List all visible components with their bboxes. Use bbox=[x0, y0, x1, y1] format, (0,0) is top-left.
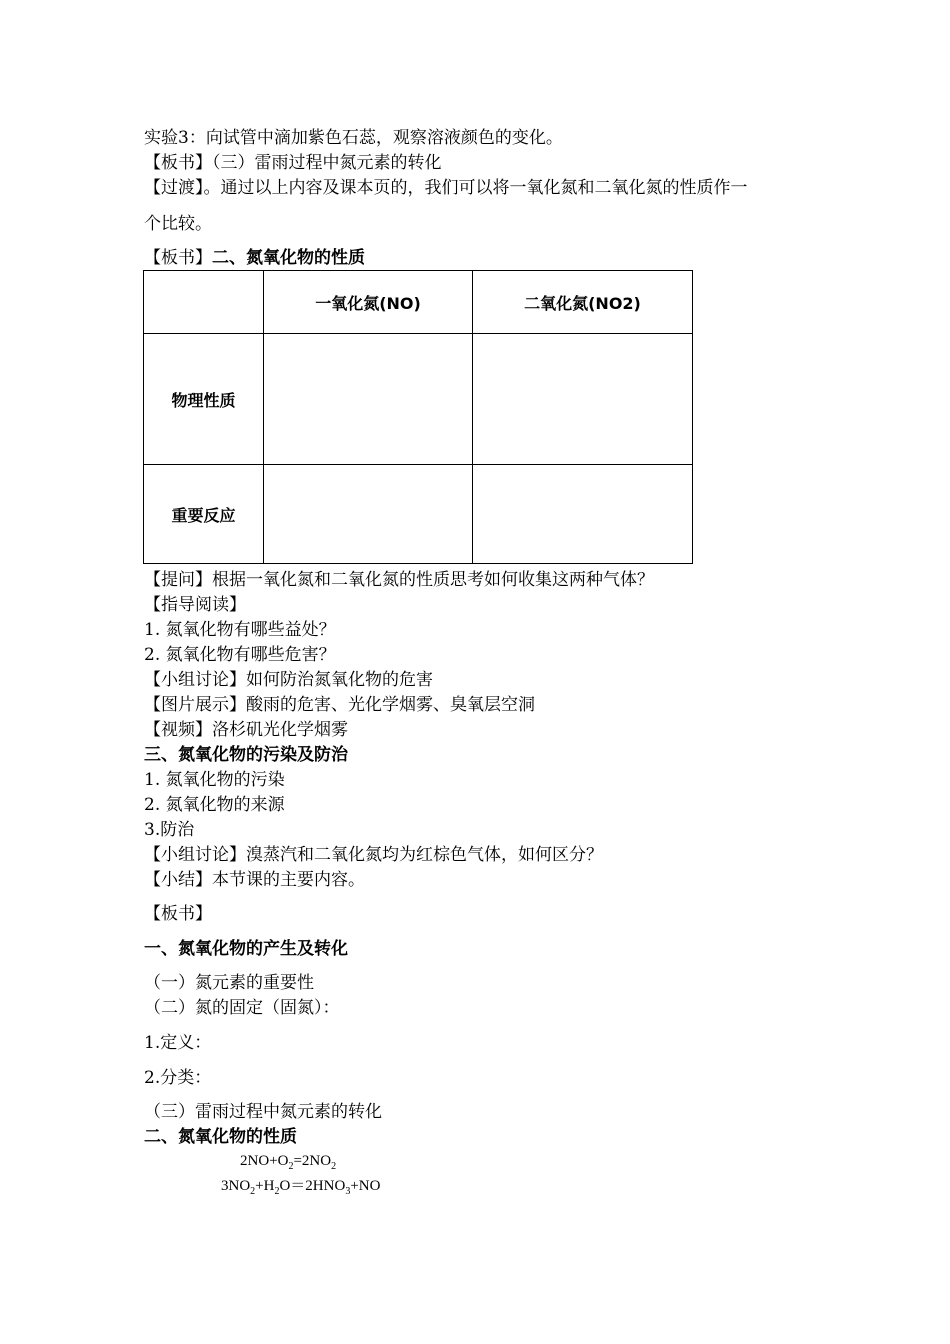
text-line: 2. 氮氧化物有哪些危害？ bbox=[144, 645, 336, 665]
table-corner-cell bbox=[144, 271, 264, 334]
text-line: 【指导阅读】 bbox=[144, 595, 246, 615]
equation-2: $3NO_2+H_2O=2HNO_3+NO$ bbox=[221, 1178, 381, 1197]
table-row-label-physical: 物理性质 bbox=[144, 334, 264, 465]
table-cell bbox=[473, 465, 693, 564]
text-line: 1. 氮氧化物的污染 bbox=[144, 770, 285, 790]
summary-item: （三）雷雨过程中氮元素的转化 bbox=[144, 1102, 382, 1122]
summary-heading: 一、氮氧化物的产生及转化 bbox=[144, 939, 348, 959]
text-line: 2. 氮氧化物的来源 bbox=[144, 795, 285, 815]
summary-item: （一）氮元素的重要性 bbox=[144, 973, 314, 993]
text-line: 个比较。 bbox=[144, 214, 212, 234]
text-line: 【过渡】。通过以上内容及课本页的，我们可以将一氧化氮和二氧化氮的性质作一 bbox=[144, 178, 748, 198]
text-line: 【小结】本节课的主要内容。 bbox=[144, 870, 365, 890]
equation-1: $2NO+O_2=2NO_2$ bbox=[240, 1153, 337, 1172]
table-header-no: 一氧化氮(NO) bbox=[264, 271, 473, 334]
table-cell bbox=[264, 334, 473, 465]
section-heading: 三、氮氧化物的污染及防治 bbox=[144, 745, 348, 765]
summary-heading: 二、氮氧化物的性质 bbox=[144, 1127, 297, 1147]
text-line: 【小组讨论】如何防治氮氧化物的危害 bbox=[144, 670, 433, 690]
board-label: 【板书】 bbox=[144, 904, 212, 924]
board-prefix: 【板书】 bbox=[144, 248, 212, 268]
text-line: 【板书】（三）雷雨过程中氮元素的转化 bbox=[144, 153, 442, 173]
text-line: 【视频】洛杉矶光化学烟雾 bbox=[144, 720, 348, 740]
properties-table bbox=[143, 270, 693, 564]
text-line: 【提问】根据一氧化氮和二氧化氮的性质思考如何收集这两种气体？ bbox=[144, 570, 654, 590]
board-heading-text: 二、氮氧化物的性质 bbox=[212, 248, 365, 268]
text-line: 1. 氮氧化物有哪些益处？ bbox=[144, 620, 336, 640]
table-row-label-reactions: 重要反应 bbox=[144, 465, 264, 564]
text-line: 【图片展示】酸雨的危害、光化学烟雾、臭氧层空洞 bbox=[144, 695, 535, 715]
summary-item: 1.定义： bbox=[144, 1033, 212, 1053]
text-line: 【小组讨论】溴蒸汽和二氧化氮均为红棕色气体，如何区分？ bbox=[144, 845, 603, 865]
summary-item: （二）氮的固定（固氮）： bbox=[144, 998, 340, 1018]
summary-item: 2.分类： bbox=[144, 1068, 212, 1088]
table-header-no2: 二氧化氮(NO2) bbox=[473, 271, 693, 334]
table-cell bbox=[264, 465, 473, 564]
text-line: 实验3：向试管中滴加紫色石蕊，观察溶液颜色的变化。 bbox=[144, 128, 563, 148]
board-heading bbox=[144, 248, 365, 268]
text-line: 3.防治 bbox=[144, 820, 195, 840]
table-cell bbox=[473, 334, 693, 465]
